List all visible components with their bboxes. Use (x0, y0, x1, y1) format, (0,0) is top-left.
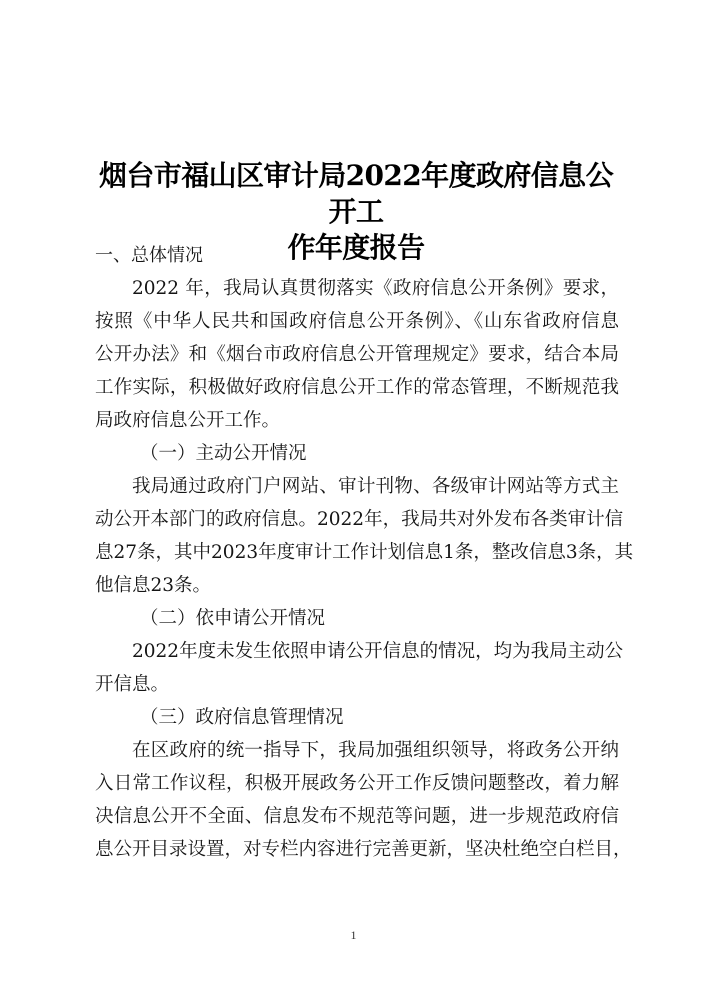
paragraph-line: 他信息23条。 (95, 575, 212, 596)
paragraph-line: 我局通过政府门户网站、审计刊物、各级审计网站等方式主 (132, 476, 619, 497)
paragraph-line: 局政府信息公开工作。 (95, 410, 281, 431)
paragraph-line: 入日常工作议程，积极开展政务公开工作反馈问题整改，着力解 (95, 773, 619, 794)
paragraph-line: 按照《中华人民共和国政府信息公开条例》、《山东省政府信息 (95, 311, 619, 332)
paragraph-line: 息27条，其中2023年度审计工作计划信息1条，整改信息3条，其 (95, 542, 634, 563)
paragraph-line: 动公开本部门的政府信息。2022年，我局共对外发布各类审计信 (95, 509, 624, 530)
paragraph-line: 在区政府的统一指导下，我局加强组织领导，将政务公开纳 (132, 740, 619, 761)
subsection-heading-management: （三）政府信息管理情况 (140, 707, 344, 728)
paragraph-line: 工作实际，积极做好政府信息公开工作的常态管理，不断规范我 (95, 377, 619, 398)
paragraph-line: 决信息公开不全面、信息发布不规范等问题，进一步规范政府信 (95, 806, 619, 827)
paragraph-line: 开信息。 (95, 674, 170, 695)
subsection-heading-on-request: （二）依申请公开情况 (140, 608, 326, 629)
page-number: 1 (350, 928, 357, 942)
paragraph-line: 息公开目录设置，对专栏内容进行完善更新，坚决杜绝空白栏目， (95, 839, 632, 860)
title-line-2: 作年度报告 (287, 231, 425, 264)
paragraph-line: 公开办法》和《烟台市政府信息公开管理规定》要求，结合本局 (95, 344, 619, 365)
paragraph-line: 2022年度未发生依照申请公开信息的情况，均为我局主动公 (132, 641, 624, 662)
subsection-heading-proactive: （一）主动公开情况 (140, 443, 307, 464)
title-line-1: 烟台市福山区审计局2022年度政府信息公开工 (99, 159, 613, 228)
paragraph-line: 2022 年，我局认真贯彻落实《政府信息公开条例》要求， (132, 278, 619, 299)
section-heading-overview: 一、总体情况 (95, 245, 203, 266)
